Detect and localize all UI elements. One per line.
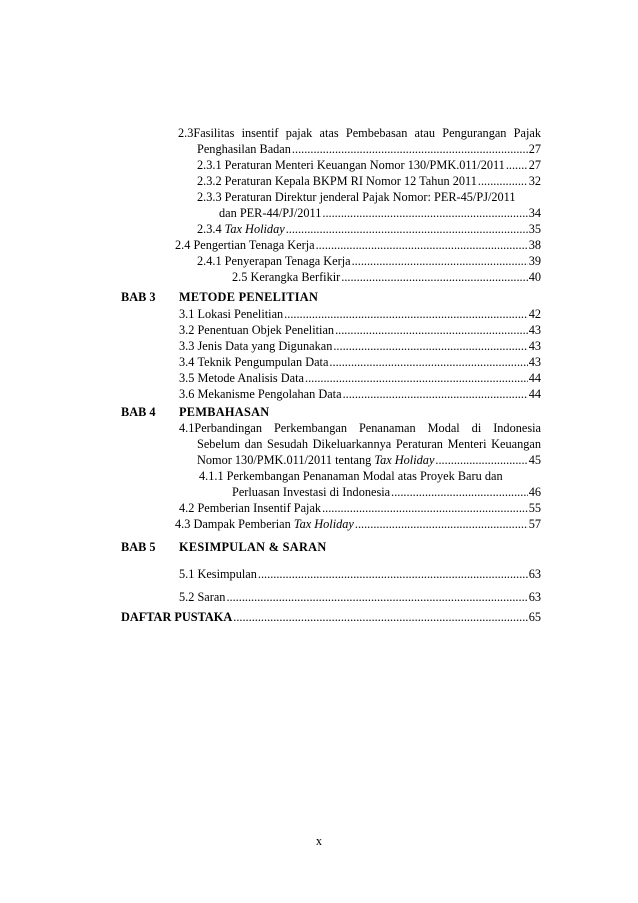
toc-page: 35 [528, 222, 541, 236]
toc-title: Dampak Pemberian [193, 517, 291, 531]
toc-title: DAFTAR PUSTAKA [121, 610, 233, 624]
toc-leader [435, 452, 527, 468]
chapter-title-bab5[interactable]: KESIMPULAN & SARAN [179, 540, 327, 554]
toc-title: Penentuan Objek Penelitian [197, 323, 335, 337]
toc-page: 40 [528, 270, 541, 284]
toc-title: Jenis Data yang Digunakan [197, 339, 333, 353]
toc-num: 5.1 [179, 567, 195, 581]
toc-num: 3.6 [179, 387, 195, 401]
toc-title-italic: Tax Holiday [293, 517, 354, 531]
toc-entry-4-1-1-line1 [199, 468, 503, 484]
toc-entry-3-1[interactable] [179, 306, 541, 322]
chapter-label-bab4: BAB 4 [121, 405, 156, 419]
page-number: x [315, 834, 323, 848]
toc-leader [343, 386, 528, 402]
toc-title: Pengertian Tenaga Kerja [193, 238, 315, 252]
toc-leader [341, 269, 527, 285]
toc-leader [352, 253, 528, 269]
toc-title-italic: Tax Holiday [374, 453, 435, 467]
toc-entry-4-1-line3[interactable] [197, 452, 541, 468]
toc-title: Saran [197, 590, 226, 604]
toc-leader [335, 322, 528, 338]
toc-num: 4.2 [179, 501, 195, 515]
chapter-label-bab5: BAB 5 [121, 540, 156, 554]
toc-title: Kesimpulan [197, 567, 257, 581]
toc-entry-3-5[interactable] [179, 370, 541, 386]
toc-page: 32 [528, 174, 541, 188]
toc-entry-4-1-line1 [179, 420, 541, 436]
toc-entry-2-3-4[interactable] [197, 221, 541, 237]
toc-title: Tax Holiday [224, 222, 285, 236]
toc-leader [478, 173, 528, 189]
toc-num: 4.1.1 [199, 469, 224, 483]
chapter-title-bab4[interactable]: PEMBAHASAN [179, 405, 270, 419]
toc-page: 55 [528, 501, 541, 515]
toc-leader [329, 354, 527, 370]
toc-leader [391, 484, 528, 500]
toc-entry-5-1[interactable] [179, 566, 541, 582]
toc-page: 43 [528, 339, 541, 353]
toc-leader [322, 205, 527, 221]
toc-title: Fasilitas insentif pajak atas Pembebasan atau Pengurangan Pajak [193, 126, 541, 140]
toc-title: Mekanisme Pengolahan Data [197, 387, 342, 401]
toc-entry-2-4[interactable] [175, 237, 541, 253]
toc-entry-2-3-line1 [178, 125, 541, 141]
toc-page: 44 [528, 387, 541, 401]
toc-entry-2-3-3-line1 [197, 189, 516, 205]
toc-title: Pemberian Insentif Pajak [197, 501, 322, 515]
toc-num: 3.3 [179, 339, 195, 353]
toc-title: Perbandingan Perkembangan Penanaman Modal di Indonesia [194, 421, 541, 435]
toc-page: 42 [528, 307, 541, 321]
toc-page: 46 [528, 485, 541, 499]
toc-entry-2-4-1[interactable] [197, 253, 541, 269]
toc-title: dan PER-44/PJ/2011 [219, 206, 322, 220]
toc-page: 63 [528, 567, 541, 581]
toc-title: Peraturan Direktur jenderal Pajak Nomor: PER-45/PJ/2011 [224, 190, 516, 204]
toc-title: Teknik Pengumpulan Data [197, 355, 329, 369]
toc-entry-4-2[interactable] [179, 500, 541, 516]
toc-title: Nomor 130/PMK.011/2011 tentang [197, 453, 372, 467]
toc-entry-3-6[interactable] [179, 386, 541, 402]
toc-page: 63 [528, 590, 541, 604]
toc-page: 43 [528, 355, 541, 369]
toc-page: 27 [528, 142, 541, 156]
toc-leader [292, 141, 528, 157]
toc-title: Perluasan Investasi di Indonesia [232, 485, 391, 499]
toc-entry-5-2[interactable] [179, 589, 541, 605]
toc-num: 3.1 [179, 307, 195, 321]
toc-entry-2-3-1[interactable] [197, 157, 541, 173]
toc-page: 57 [528, 517, 541, 531]
toc-leader [258, 566, 528, 582]
toc-num: 4.1 [179, 421, 195, 435]
toc-title: Penghasilan Badan [197, 142, 291, 156]
toc-title: Sebelum dan Sesudah Dikeluarkannya Peraturan Menteri Keuangan [197, 437, 541, 451]
toc-leader [355, 516, 528, 532]
toc-leader [316, 237, 528, 253]
toc-leader [226, 589, 527, 605]
toc-title: Lokasi Penelitian [197, 307, 284, 321]
chapter-label-bab3: BAB 3 [121, 290, 156, 304]
toc-leader [233, 609, 527, 625]
toc-leader [506, 157, 528, 173]
toc-entry-4-3[interactable] [175, 516, 541, 532]
toc-num: 3.5 [179, 371, 195, 385]
toc-leader [333, 338, 527, 354]
toc-title: Kerangka Berfikir [250, 270, 341, 284]
toc-num: 3.2 [179, 323, 195, 337]
toc-entry-2-3-line2[interactable] [197, 141, 541, 157]
toc-num: 5.2 [179, 590, 195, 604]
toc-entry-2-5[interactable] [232, 269, 541, 285]
toc-page: 43 [528, 323, 541, 337]
toc-page: 44 [528, 371, 541, 385]
toc-page: 38 [528, 238, 541, 252]
toc-title: Penyerapan Tenaga Kerja [224, 254, 351, 268]
toc-page: 27 [528, 158, 541, 172]
toc-entry-3-4[interactable] [179, 354, 541, 370]
toc-title: Metode Analisis Data [197, 371, 305, 385]
toc-num: 2.3.3 [197, 190, 222, 204]
toc-num: 3.4 [179, 355, 195, 369]
toc-entry-3-3[interactable] [179, 338, 541, 354]
toc-page: 34 [528, 206, 541, 220]
toc-num: 4.3 [175, 517, 191, 531]
toc-entry-2-3-3-line2[interactable] [219, 205, 541, 221]
toc-title: Peraturan Menteri Keuangan Nomor 130/PMK.011/2011 [224, 158, 505, 172]
toc-entry-3-2[interactable] [179, 322, 541, 338]
toc-num: 2.5 [232, 270, 248, 284]
toc-title: Peraturan Kepala BKPM RI Nomor 12 Tahun 2011 [224, 174, 477, 188]
chapter-title-bab3[interactable]: METODE PENELITIAN [179, 290, 319, 304]
toc-page: 39 [528, 254, 541, 268]
toc-entry-4-1-line2 [197, 436, 541, 452]
toc-leader [305, 370, 528, 386]
toc-num: 2.3.4 [197, 222, 222, 236]
toc-leader [286, 221, 528, 237]
toc-entry-4-1-1-line2[interactable] [232, 484, 541, 500]
toc-leader [322, 500, 528, 516]
toc-page: 45 [528, 453, 541, 467]
toc-leader [284, 306, 528, 322]
toc-num: 2.4.1 [197, 254, 222, 268]
toc-title: Perkembangan Penanaman Modal atas Proyek Baru dan [226, 469, 503, 483]
toc-entry-2-3-2[interactable] [197, 173, 541, 189]
toc-page: 65 [528, 610, 541, 624]
toc-num: 2.3 [178, 126, 194, 140]
toc-num: 2.3.1 [197, 158, 222, 172]
toc-entry-daftar-pustaka[interactable] [121, 609, 541, 625]
toc-num: 2.3.2 [197, 174, 222, 188]
toc-num: 2.4 [175, 238, 191, 252]
